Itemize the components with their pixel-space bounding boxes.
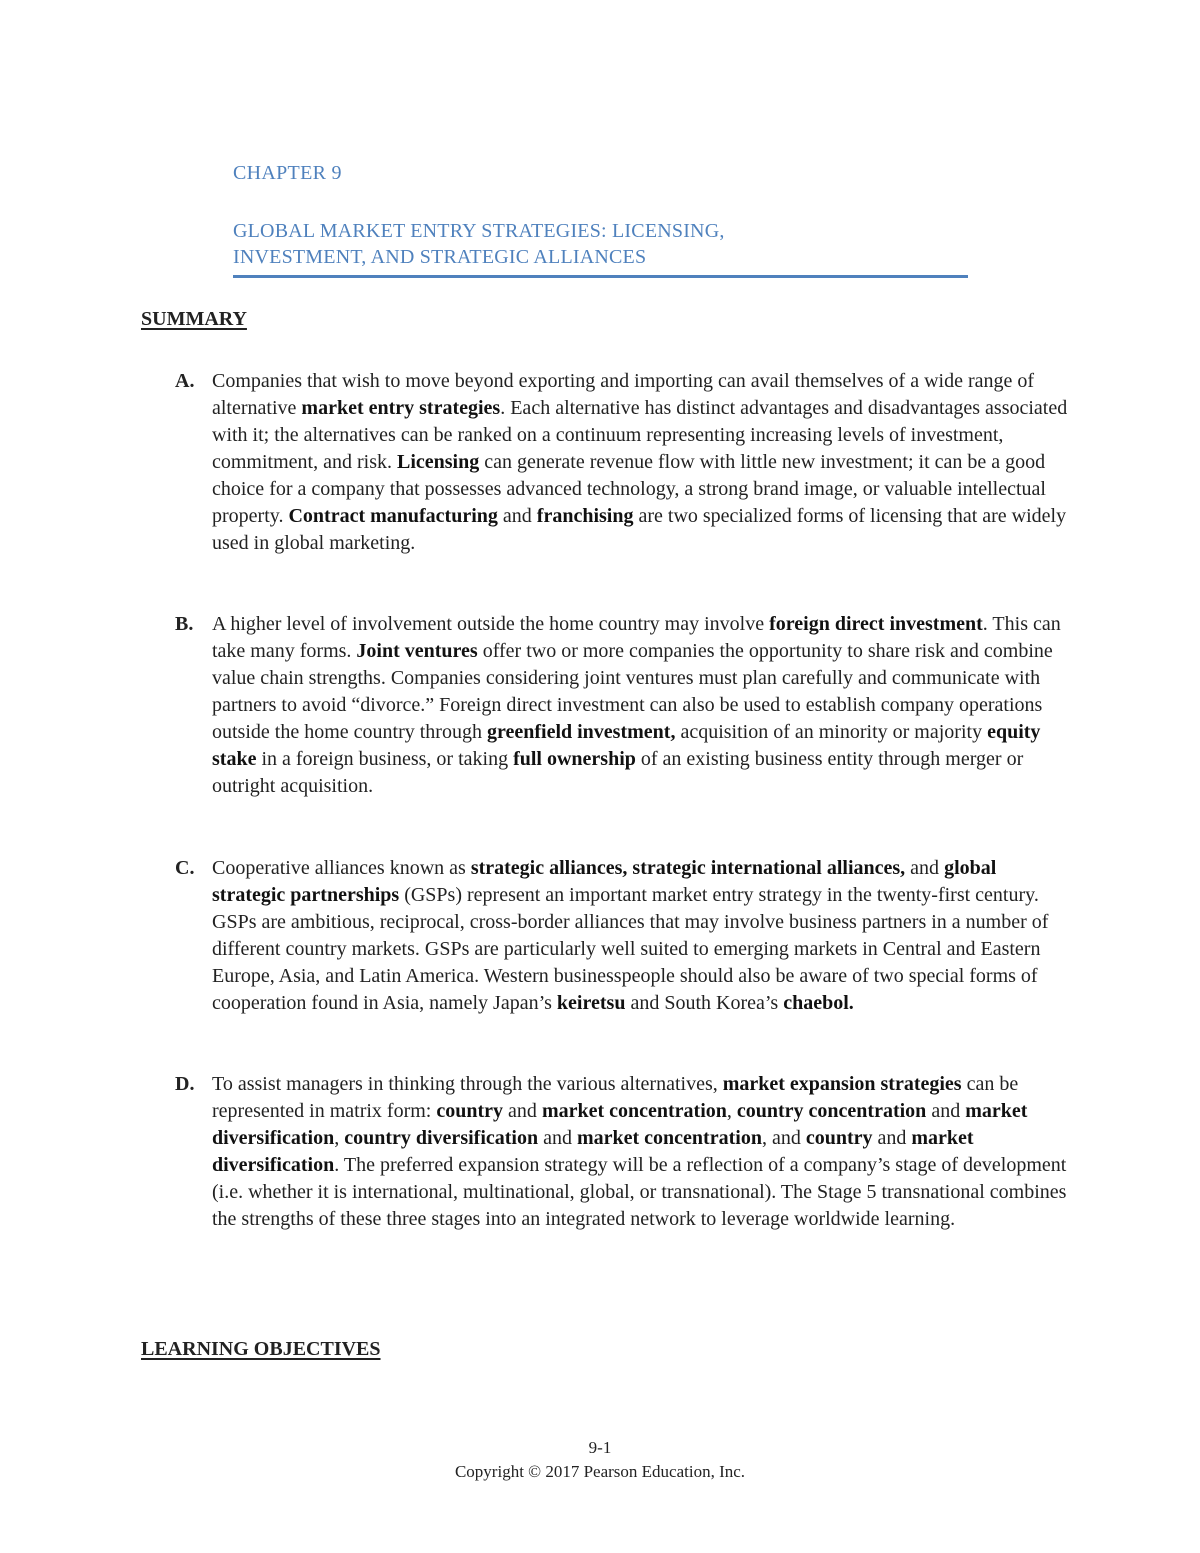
text-run: in a foreign business, or taking (256, 748, 514, 770)
chapter-label: CHAPTER 9 (233, 162, 342, 184)
key-term: franchising (536, 505, 634, 527)
text-run: can be represented in matrix form: (212, 1073, 1019, 1122)
chapter-title-line-1: GLOBAL MARKET ENTRY STRATEGIES: LICENSING, (233, 220, 725, 242)
text-run: and (926, 1100, 966, 1122)
key-term: market entry strategies (301, 397, 501, 419)
text-run: and (905, 857, 945, 879)
item-text (212, 611, 1072, 800)
text-run: , (334, 1127, 345, 1149)
text-run: offer two or more companies the opportunity to share risk and combine value chain strengths. Companies considering joint ventures must plan carefully and communicate with partners to avoid “divorce.” Foreign direct investment can also be used to establish company operations outside the home country through (212, 640, 1053, 743)
text-run: (GSPs) represent an important market entry strategy in the twenty-first century. GSPs are ambitious, reciprocal, cross-border alliances that may involve business partners in a number of different country markets. GSPs are particularly well suited to emerging markets in Central and Eastern Europe, Asia, and Latin America. Western businesspeople should also be aware of two special forms of cooperation found in Asia, namely Japan’s (212, 884, 1049, 1014)
text-run: can generate revenue flow with little new investment; it can be a good choice for a company that possesses advanced technology, a strong brand image, or valuable intellectual property. (212, 451, 1046, 527)
text-run: Companies that wish to move beyond exporting and importing can avail themselves of a wide range of alternative (212, 370, 1035, 419)
text-run: of an existing business entity through merger or outright acquisition. (212, 748, 1024, 797)
key-term: full ownership (513, 748, 636, 770)
text-run: , and (761, 1127, 806, 1149)
key-term: Contract manufacturing (288, 505, 498, 527)
key-term: market concentration (541, 1100, 727, 1122)
summary-heading: SUMMARY (141, 308, 247, 330)
key-term: foreign direct investment (769, 613, 983, 635)
key-term: country concentration (736, 1100, 927, 1122)
key-term: Joint ventures (356, 640, 478, 662)
text-run: and (503, 1100, 542, 1122)
page-number: 9-1 (588, 1438, 612, 1457)
text-run: and South Korea’s (625, 992, 784, 1014)
key-term: market concentration (576, 1127, 762, 1149)
key-term: strategic alliances, strategic international alliances, (470, 857, 906, 879)
text-run: are two specialized forms of licensing that are widely used in global marketing. (212, 505, 1067, 554)
copyright-notice: Copyright © 2017 Pearson Education, Inc. (454, 1462, 746, 1481)
text-run: . This can take many forms. (212, 613, 1061, 662)
item-letter: B. (175, 613, 194, 635)
text-run: acquisition of an minority or majority (675, 721, 988, 743)
key-term: global strategic partnerships (212, 857, 997, 906)
key-term: keiretsu (556, 992, 626, 1014)
key-term: greenfield investment, (486, 721, 676, 743)
key-term: market expansion strategies (722, 1073, 962, 1095)
text-run: and (872, 1127, 912, 1149)
text-run: Cooperative alliances known as (212, 857, 471, 879)
text-run: . The preferred expansion strategy will be a reflection of a company’s stage of development (i.e. whether it is international, multinational, global, or transnational). The Stage 5 transnational combines the strengths of these three stages into an integrated network to leverage worldwide learning. (212, 1154, 1067, 1230)
text-run: A higher level of involvement outside the home country may involve (212, 613, 770, 635)
key-term: market diversification (212, 1127, 974, 1176)
key-term: equity stake (212, 721, 1041, 770)
text-run: and (497, 505, 537, 527)
text-run: , (726, 1100, 737, 1122)
key-term: country (805, 1127, 873, 1149)
text-run: and (538, 1127, 577, 1149)
key-term: market diversification (212, 1100, 1028, 1149)
item-text (212, 1071, 1072, 1233)
item-text (212, 855, 1072, 1017)
key-term: country diversification (344, 1127, 539, 1149)
chapter-title-line-2: INVESTMENT, AND STRATEGIC ALLIANCES (233, 246, 647, 268)
learning-objectives-heading: LEARNING OBJECTIVES (141, 1338, 381, 1360)
item-letter: A. (175, 370, 195, 392)
text-run: . Each alternative has distinct advantages and disadvantages associated with it; the alternatives can be ranked on a continuum representing increasing levels of investment, commitment, and risk. (212, 397, 1068, 473)
item-letter: D. (175, 1073, 195, 1095)
key-term: country (436, 1100, 504, 1122)
item-text (212, 368, 1072, 557)
item-letter: C. (175, 857, 195, 879)
key-term: chaebol. (783, 992, 854, 1014)
text-run: To assist managers in thinking through the various alternatives, (212, 1073, 723, 1095)
key-term: Licensing (396, 451, 480, 473)
chapter-title (233, 218, 973, 270)
title-divider (233, 275, 968, 278)
